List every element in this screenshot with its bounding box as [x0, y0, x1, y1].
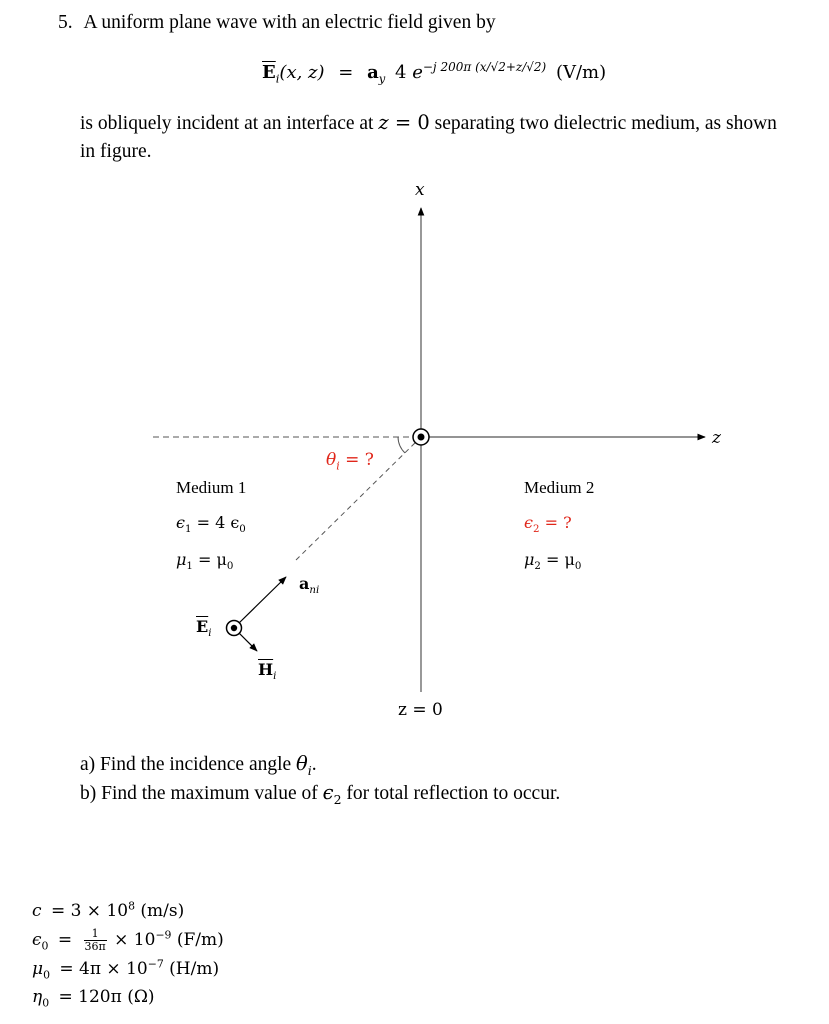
constant-epsilon0: $\epsilon_0$ = $\frac{1}{36\pi}$ × $10^{-9}$ (F/m): [32, 927, 224, 953]
unit-vector-ay: a: [367, 62, 379, 83]
e-vector-symbol: $\overline{E}$: [262, 62, 276, 83]
ei-label: $\overline{E}_i$: [196, 617, 212, 640]
constant-c: $c = 3 \times 10^8$ (m/s): [32, 899, 185, 921]
question-b: b) Find the maximum value of $\epsilon_2$ for total reflection to occur.: [80, 781, 561, 807]
z-axis-label: z: [712, 428, 721, 448]
constant-mu0: $\mu_0 = 4\pi \times 10^{-7}$ (H/m): [32, 957, 220, 982]
field-equation: $\overline{E}_i(x$, $z) = a_y$ 4 $e^{-j 200\pi (x/√2+z/√2)}$ (V/m): [262, 60, 607, 86]
statement-line-1: is obliquely incident at an interface at z = 0 separating two dielectric medium, as shown: [80, 111, 777, 134]
exponent: −j 200π (x/√2+z/√2): [422, 60, 547, 74]
problem-intro: A uniform plane wave with an electric field given by: [83, 12, 496, 33]
hi-arrow: [238, 632, 257, 651]
medium2-epsilon: $\epsilon_2$ = ?: [524, 513, 572, 536]
fraction-1-over-36pi: $\frac{1}{36\pi}$: [84, 927, 106, 953]
ani-arrow: [238, 577, 286, 624]
problem-number: 5.: [58, 12, 73, 33]
theta-angle-arc: [398, 437, 405, 453]
medium1-epsilon: $\epsilon_1 = 4$ $\epsilon_0$: [176, 513, 246, 536]
theta-label: $\theta_i$ = ?: [326, 450, 374, 473]
ani-label: $a_{ni}$: [299, 574, 320, 597]
medium2-mu: $\mu_2 = \mu_0$: [524, 550, 582, 573]
constant-eta0: $\eta_0 = 120\pi$ (Ω): [32, 987, 155, 1010]
x-axis-label: x: [415, 180, 425, 200]
medium2-title: Medium 2: [524, 478, 595, 497]
interface-label: z = 0: [398, 700, 443, 720]
medium1-title: Medium 1: [176, 478, 247, 497]
question-a: a) Find the incidence angle $\theta_i$.: [80, 752, 317, 778]
statement-line-2: in figure.: [80, 141, 152, 162]
medium1-mu: $\mu_1 = \mu_0$: [176, 550, 234, 573]
hi-label: $\overline{H}_i$: [258, 660, 277, 683]
field-units: (V/m): [555, 62, 607, 83]
